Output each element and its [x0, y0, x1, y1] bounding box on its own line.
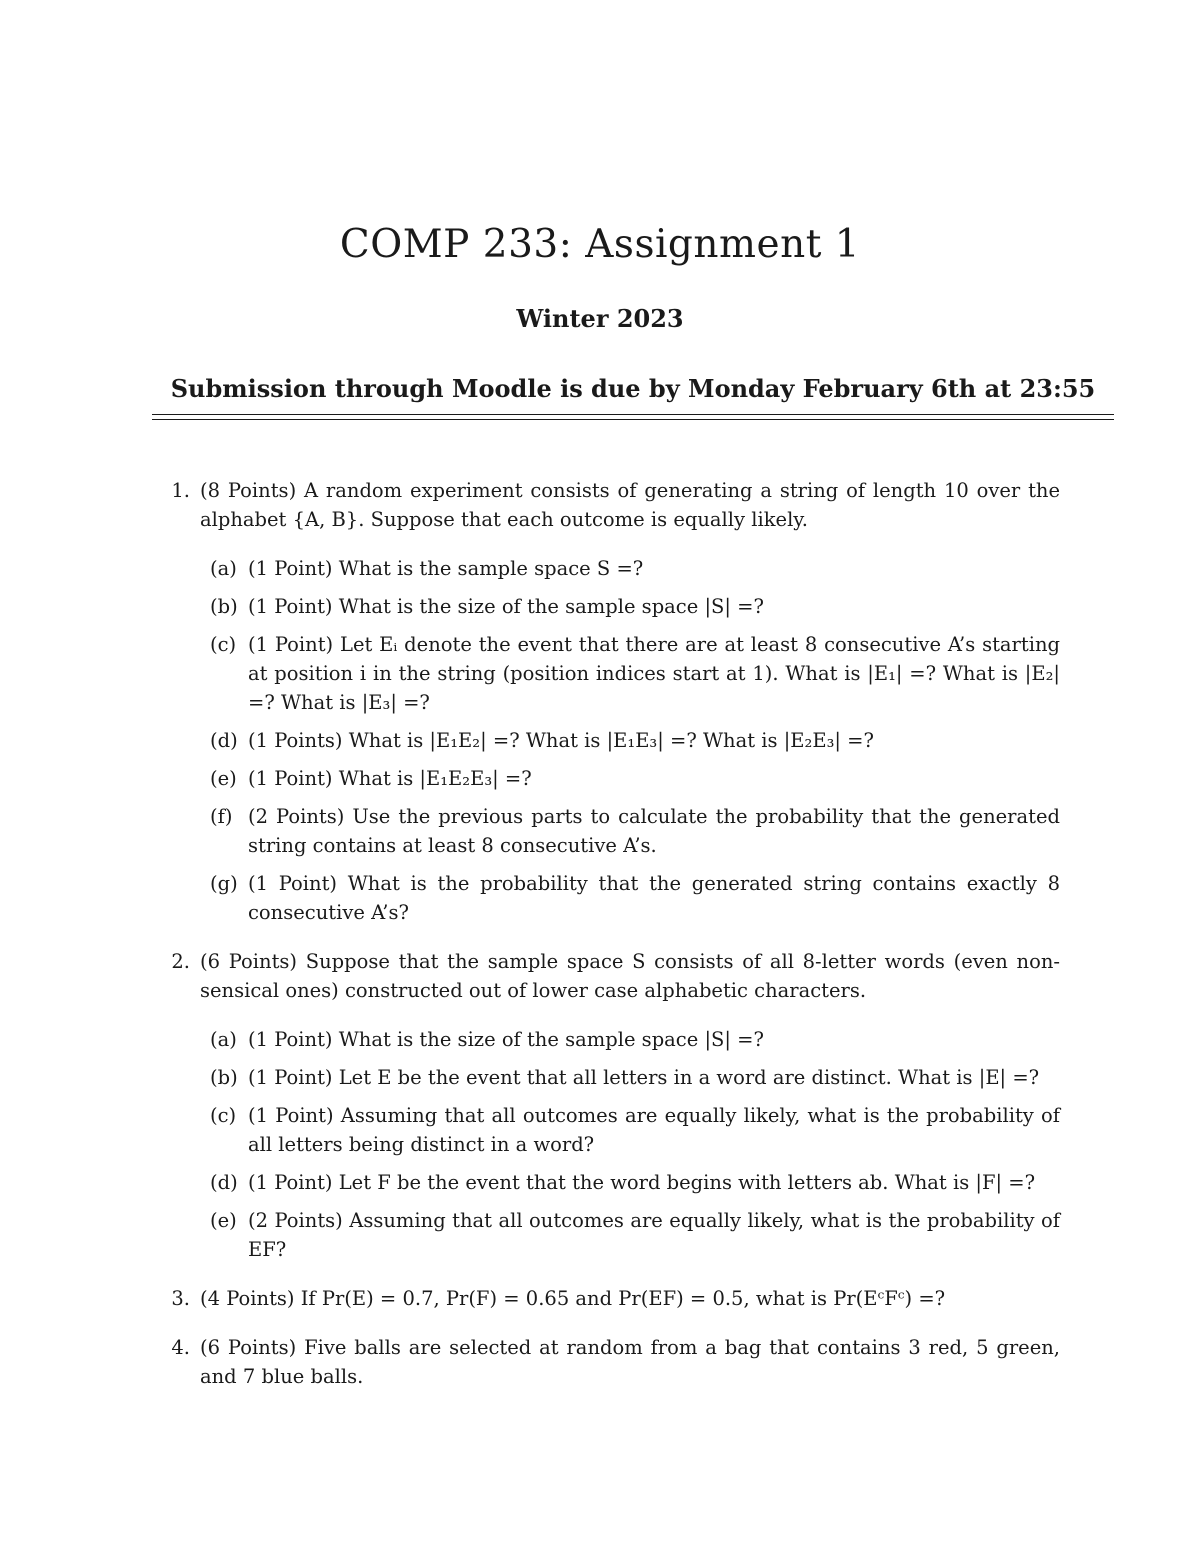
- sub-question-label: (c): [210, 1104, 237, 1127]
- sub-question-text: (1 Point) Let F be the event that the word begins with letters ab. What is |F| =?: [248, 1171, 1036, 1194]
- sub-question-label: (f): [210, 805, 233, 828]
- question-text: (4 Points) If Pr(E) = 0.7, Pr(F) = 0.65 and Pr(EF) = 0.5, what is Pr(EᶜFᶜ) =?: [200, 1287, 946, 1310]
- divider-line: [152, 414, 1114, 415]
- question-4: [160, 1333, 1060, 1391]
- sub-question: [200, 1063, 1060, 1092]
- sub-question: [200, 1101, 1060, 1159]
- sub-question: [200, 802, 1060, 860]
- sub-question-label: (d): [210, 1171, 238, 1194]
- question-2: [160, 947, 1060, 1264]
- sub-question-text: (1 Point) What is |E₁E₂E₃| =?: [248, 767, 532, 790]
- submission-deadline: Submission through Moodle is due by Monday February 6th at 23:55: [170, 374, 1096, 403]
- sub-question-label: (a): [210, 1028, 237, 1051]
- sub-question: [200, 764, 1060, 793]
- term-label: Winter 2023: [516, 304, 684, 333]
- document-title: COMP 233: Assignment 1: [339, 222, 861, 267]
- sub-question-text: (1 Point) What is the size of the sample space |S| =?: [248, 1028, 764, 1051]
- sub-question-label: (e): [210, 1209, 237, 1232]
- sub-question-list: [200, 1025, 1060, 1264]
- question-number: 1.: [171, 479, 190, 502]
- question-number: 2.: [171, 950, 190, 973]
- sub-question-text: (1 Point) What is the size of the sample space |S| =?: [248, 595, 764, 618]
- sub-question-text: (2 Points) Use the previous parts to calculate the probability that the generated string contains at least 8 consecutive A’s.: [248, 805, 1060, 857]
- sub-question: [200, 869, 1060, 927]
- sub-question-label: (c): [210, 633, 237, 656]
- sub-question: [200, 592, 1060, 621]
- sub-question-list: [200, 554, 1060, 927]
- sub-question: [200, 726, 1060, 755]
- sub-question-text: (1 Point) What is the probability that the generated string contains exactly 8 consecutive A’s?: [248, 872, 1060, 924]
- sub-question-label: (a): [210, 557, 237, 580]
- sub-question-text: (1 Point) What is the sample space S =?: [248, 557, 644, 580]
- sub-question-text: (2 Points) Assuming that all outcomes are equally likely, what is the probability of EF?: [248, 1209, 1060, 1261]
- question-text: (6 Points) Suppose that the sample space S consists of all 8-letter words (even non-sensical ones) constructed out of lower case alphabetic characters.: [200, 950, 1060, 1002]
- sub-question-text: (1 Points) What is |E₁E₂| =? What is |E₁E₃| =? What is |E₂E₃| =?: [248, 729, 874, 752]
- sub-question-label: (e): [210, 767, 237, 790]
- question-list: [160, 476, 1060, 1411]
- sub-question-text: (1 Point) Assuming that all outcomes are equally likely, what is the probability of all letters being distinct in a word?: [248, 1104, 1060, 1156]
- divider-line: [152, 419, 1114, 420]
- question-number: 3.: [171, 1287, 190, 1310]
- sub-question-label: (g): [210, 872, 238, 895]
- question-1: [160, 476, 1060, 927]
- sub-question-label: (d): [210, 729, 238, 752]
- question-text: (8 Points) A random experiment consists of generating a string of length 10 over the alphabet {A, B}. Suppose that each outcome is equally likely.: [200, 479, 1060, 531]
- sub-question: [200, 630, 1060, 717]
- question-number: 4.: [171, 1336, 190, 1359]
- sub-question: [200, 1206, 1060, 1264]
- question-text: (6 Points) Five balls are selected at random from a bag that contains 3 red, 5 green, and 7 blue balls.: [200, 1336, 1060, 1388]
- sub-question-text: (1 Point) Let Eᵢ denote the event that there are at least 8 consecutive A’s starting at position i in the string (position indices start at 1). What is |E₁| =? What is |E₂| =? What is |E₃| =?: [248, 633, 1060, 714]
- sub-question: [200, 1168, 1060, 1197]
- sub-question-label: (b): [210, 1066, 238, 1089]
- sub-question: [200, 554, 1060, 583]
- sub-question-label: (b): [210, 595, 238, 618]
- sub-question: [200, 1025, 1060, 1054]
- question-3: [160, 1284, 1060, 1313]
- sub-question-text: (1 Point) Let E be the event that all letters in a word are distinct. What is |E| =?: [248, 1066, 1040, 1089]
